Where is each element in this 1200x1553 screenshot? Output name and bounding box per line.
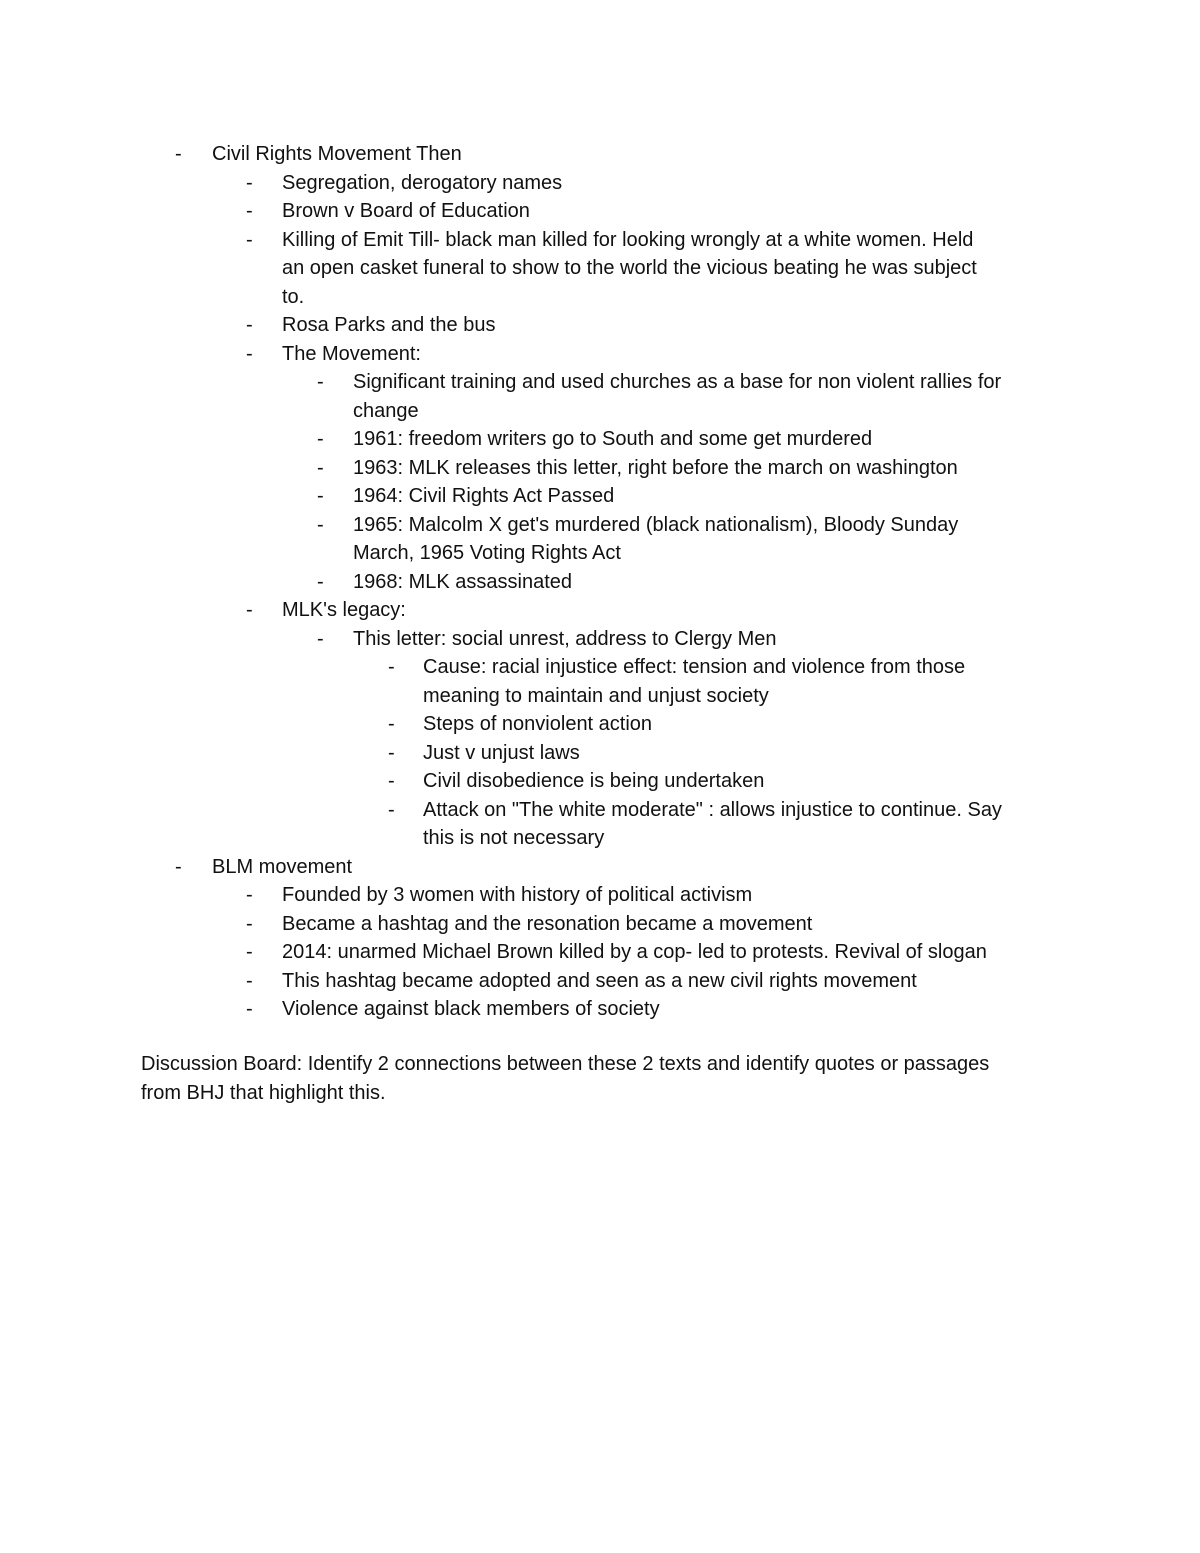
list-item-text: March, 1965 Voting Rights Act — [353, 542, 621, 564]
bullet-dash: - — [246, 171, 253, 194]
bullet-dash: - — [246, 200, 253, 222]
bullet-dash: - — [317, 428, 324, 450]
list-item-text: Founded by 3 women with history of political activism — [282, 884, 753, 906]
discussion-text: Discussion Board: Identify 2 connections between these 2 texts and identify quotes or passages — [141, 1053, 990, 1075]
bullet-dash: - — [246, 599, 253, 621]
bullet-dash: - — [246, 884, 253, 906]
list-item-text: Cause: racial injustice effect: tension and violence from those — [423, 656, 966, 678]
bullet-dash: - — [388, 713, 395, 735]
list-item-text: Attack on "The white moderate" : allows injustice to continue. Say — [423, 798, 1002, 821]
list-item-text: Civil disobedience is being undertaken — [423, 770, 765, 792]
list-item-text: Segregation, derogatory names — [282, 171, 563, 194]
bullet-dash: - — [317, 371, 324, 393]
list-item-text: The Movement: — [282, 342, 421, 365]
list-item-text: 1964: Civil Rights Act Passed — [353, 485, 615, 507]
bullet-dash: - — [246, 228, 253, 251]
bullet-dash: - — [388, 798, 395, 821]
list-item-text: Steps of nonviolent action — [423, 713, 653, 735]
list-item-text: Became a hashtag and the resonation became a movement — [282, 912, 813, 935]
bullet-dash: - — [317, 570, 324, 593]
list-item-text: change — [353, 399, 419, 422]
bullet-dash: - — [388, 770, 395, 792]
bullet-dash: - — [175, 143, 182, 165]
list-item-text: 1961: freedom writers go to South and some get murdered — [353, 428, 873, 450]
list-item-text: Just v unjust laws — [423, 741, 580, 764]
bullet-dash: - — [317, 485, 324, 507]
list-item-text: 1965: Malcolm X get's murdered (black nationalism), Bloody Sunday — [353, 513, 959, 536]
discussion-text: from BHJ that highlight this. — [141, 1081, 386, 1104]
bullet-dash: - — [175, 855, 182, 878]
list-item-text: an open casket funeral to show to the world the vicious beating he was subject — [282, 257, 977, 279]
list-item-text: 1968: MLK assassinated — [353, 570, 573, 593]
list-item-text: This letter: social unrest, address to Clergy Men — [353, 627, 777, 650]
bullet-dash: - — [317, 627, 324, 650]
bullet-dash: - — [246, 969, 253, 992]
list-item-text: Rosa Parks and the bus — [282, 314, 496, 336]
bullet-dash: - — [246, 998, 253, 1020]
list-item-text: MLK's legacy: — [282, 599, 406, 621]
list-item-text: meaning to maintain and unjust society — [423, 684, 769, 707]
bullet-dash: - — [246, 342, 253, 365]
bullet-dash: - — [246, 314, 253, 336]
bullet-dash: - — [388, 656, 395, 678]
bullet-dash: - — [246, 941, 253, 963]
bullet-dash: - — [317, 456, 324, 479]
bullet-dash: - — [388, 741, 395, 764]
bullet-dash: - — [317, 513, 324, 536]
list-item-text: to. — [282, 285, 305, 308]
bullet-dash: - — [246, 912, 253, 935]
list-item-text: BLM movement — [212, 855, 353, 878]
list-item-text: Significant training and used churches as a base for non violent rallies for — [353, 371, 1002, 393]
list-item-text: this is not necessary — [423, 827, 605, 849]
list-item-text: Violence against black members of society — [282, 998, 660, 1020]
list-item-text: Killing of Emit Till- black man killed for looking wrongly at a white women. Held — [282, 228, 974, 251]
list-item-text: 1963: MLK releases this letter, right before the march on washington — [353, 456, 958, 479]
list-item-text: This hashtag became adopted and seen as a new civil rights movement — [282, 969, 917, 992]
list-item-text: Brown v Board of Education — [282, 200, 530, 222]
list-item-text: 2014: unarmed Michael Brown killed by a cop- led to protests. Revival of slogan — [282, 941, 987, 963]
list-item-text: Civil Rights Movement Then — [212, 143, 462, 165]
